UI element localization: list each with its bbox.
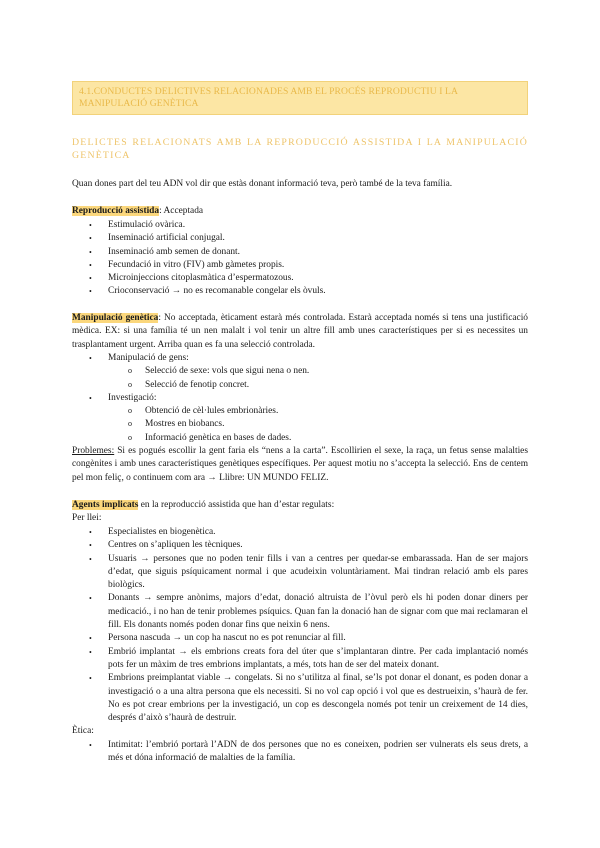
per-llei-label: Per llei:	[72, 513, 102, 523]
agents-heading	[72, 499, 528, 512]
manipulacio-rest: : No acceptada, èticament estarà més controlada. Estarà acceptada només si tens una justificació mèdica. EX: si una família té un nen malalt i vol tenir un altre fill amb unes característiques per si es necessites un trasplantament urgent. Arriba quan es fa una selecció controlada.	[72, 313, 528, 350]
section-title-banner	[72, 81, 528, 115]
list-item: • Investigació:	[72, 392, 528, 405]
reproduccio-heading	[72, 205, 528, 218]
manipulacio-list	[72, 352, 528, 445]
manipulacio-label: Manipulació genètica	[72, 313, 159, 323]
list-item: • Persona nascuda → un cop ha nascut no es pot renunciar al fill.	[72, 632, 528, 645]
sub-list-item: o Mostres en biobancs.	[72, 418, 528, 431]
sub-list-item: o Informació genètica en bases de dades.	[72, 432, 528, 445]
section-title: 4.1.CONDUCTES DELICTIVES RELACIONADES AMB EL PROCÉS REPRODUCTIU I LA MANIPULACIÓ GENÈTICA	[79, 86, 458, 109]
list-item: • Embrions preimplantat viable → congelats. Si no s’utilitza al final, se’ls pot donar el donant, es poden donar a investigació o a una altra persona que els necessiti. Si no vol cap opció i vol que es destrueixin, s’haurà de fer. No es pot crear embrions per la investigació, un cop es descongela només pot tenir un creixement de 14 dies, després d’això s’haurà de destruir.	[72, 672, 528, 725]
subheading: DELICTES RELACIONATS AMB LA REPRODUCCIÓ ASSISTIDA I LA MANIPULACIÓ GENÈTICA	[72, 137, 528, 161]
list-item: • Donants → sempre anònims, majors d’edat, donació altruista de l’òvul però els hi poden donar diners per medicació., i no han de tenir problemes psíquics. Quan fan la donació han de signar com que mai reclamaran el fill. Els donants només poden donar fins que neixin 6 nens.	[72, 592, 528, 632]
list-item: • Usuaris → persones que no poden tenir fills i van a centres per quedar-se embarassada. Han de ser majors d’edat, que siguis psíquicament normal i que acudeixin voluntàriament. Mai tindran relació amb els pares biològics.	[72, 553, 528, 593]
sub-list-item: o Selecció de sexe: vols que sigui nena o nen.	[72, 365, 528, 378]
sub-list-item: o Selecció de fenotip concret.	[72, 379, 528, 392]
sub-list-item: o Obtenció de cèl·lules embrionàries.	[72, 405, 528, 418]
etica-label: Ètica:	[72, 726, 94, 736]
manipulacio-paragraph	[72, 312, 528, 352]
list-item: • Manipulació de gens:	[72, 352, 528, 365]
etica-list	[72, 739, 528, 766]
reproduccio-list	[72, 219, 528, 299]
agents-label: Agents implicats	[72, 500, 139, 510]
problemes-paragraph	[72, 445, 528, 485]
agents-list	[72, 526, 528, 725]
agents-rest: en la reproducció assistida que han d’estar regulats:	[138, 500, 335, 510]
problemes-label: Problemes:	[72, 446, 115, 456]
list-item: • Inseminació artificial conjugal.	[72, 232, 528, 245]
intro-paragraph: Quan dones part del teu ADN vol dir que estàs donant informació teva, però també de la teva família.	[72, 179, 453, 189]
list-item: • Estimulació ovàrica.	[72, 219, 528, 232]
list-item: • Microinjeccions citoplasmàtica d’espermatozous.	[72, 272, 528, 285]
list-item: • Crioconservació → no es recomanable congelar els òvuls.	[72, 285, 528, 298]
list-item: • Especialistes en biogenètica.	[72, 526, 528, 539]
reproduccio-rest: : Acceptada	[159, 206, 204, 216]
list-item: • Centres on s’apliquen les tècniques.	[72, 539, 528, 552]
list-item: • Inseminació amb semen de donant.	[72, 246, 528, 259]
list-item: • Embrió implantat → els embrions creats fora del úter que s’implantaran dintre. Per cada implantació només pots fer un màxim de tres embrions implantats, a més, tots han de ser del mateix donant.	[72, 646, 528, 673]
list-item: • Intimitat: l’embrió portarà l’ADN de dos persones que no es coneixen, podrien ser vulnerats els seus drets, a més et dóna informació de malalties de la família.	[72, 739, 528, 766]
problemes-text: Si es pogués escollir la gent faria els “nens a la carta”. Escollirien el sexe, la raça, un fetus sense malalties congènites i amb unes característiques genètiques específiques. Per aquest motiu no s’accepta la selecció. Ens de centem pel mon feliç, o continuem com ara → Llibre: UN MUNDO FELIZ.	[72, 446, 528, 483]
list-item: • Fecundació in vitro (FIV) amb gàmetes propis.	[72, 259, 528, 272]
reproduccio-label: Reproducció assistida	[72, 206, 160, 216]
